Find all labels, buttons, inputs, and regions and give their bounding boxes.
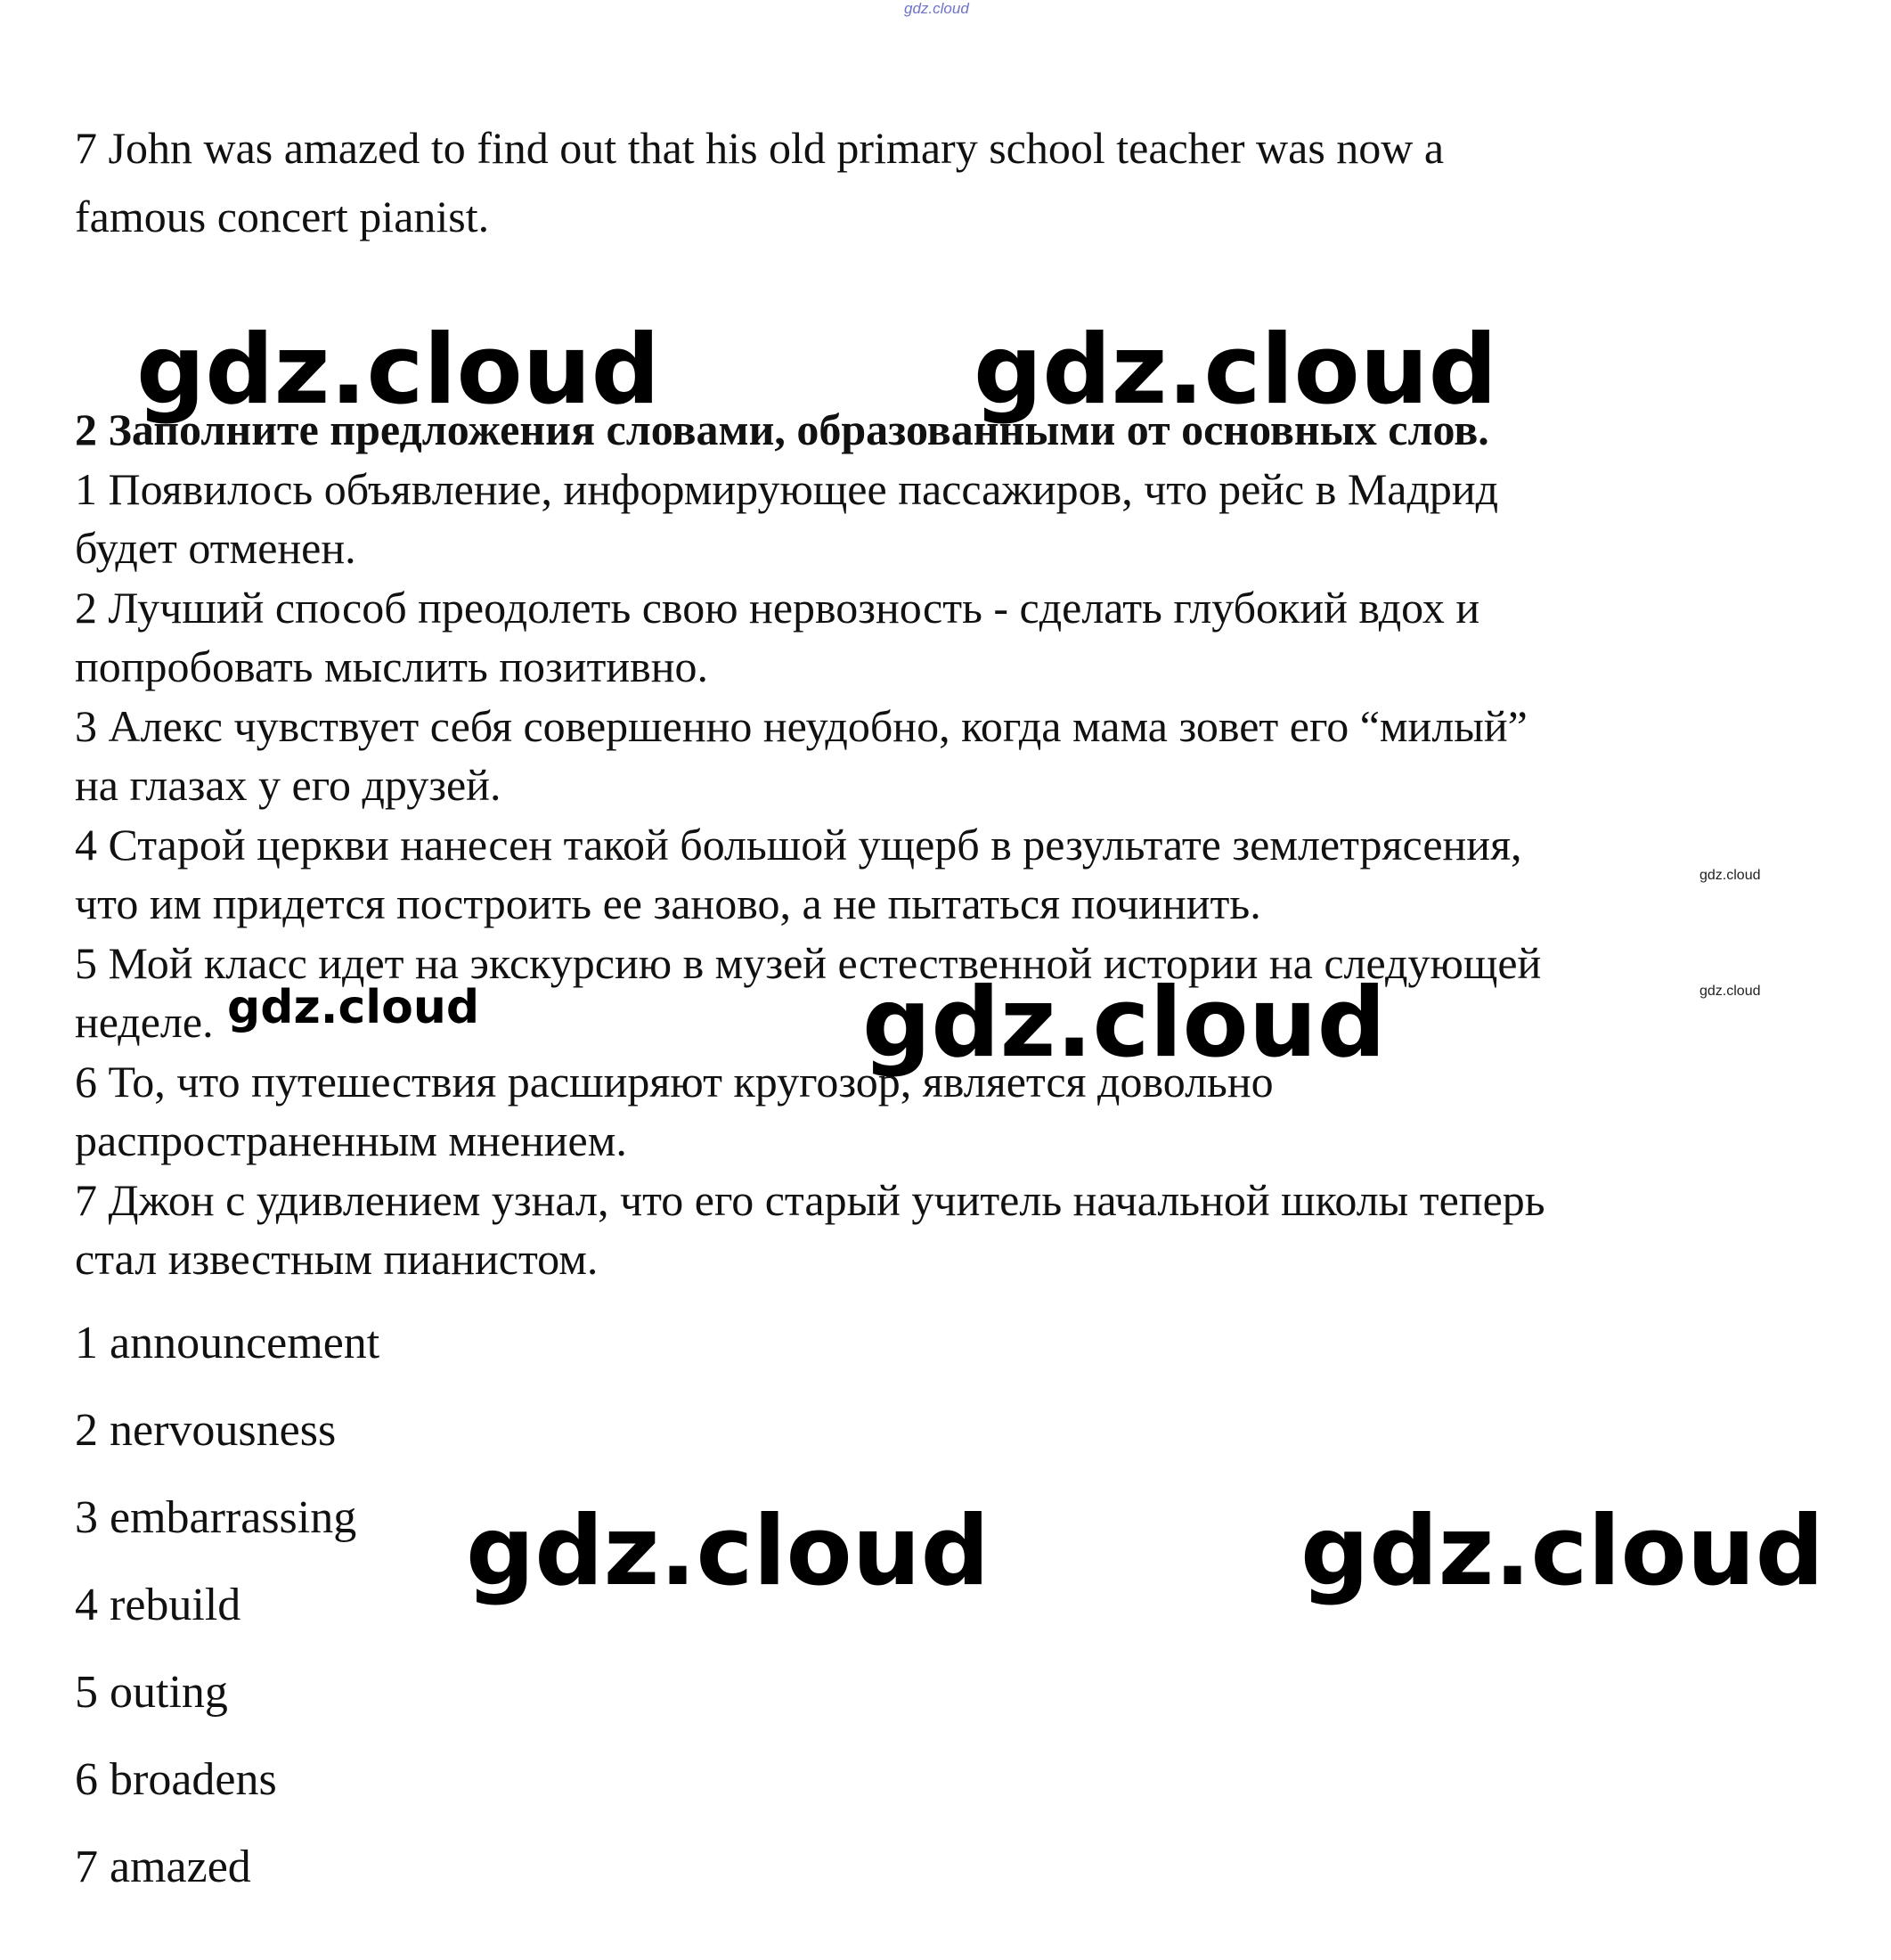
answer-item: 5 outing [75,1667,228,1718]
prev-answer-line-2: famous concert pianist. [75,192,490,241]
exercise-line: будет отменен. [75,523,356,573]
exercise-line: стал известным пианистом. [75,1234,599,1284]
exercise-line: 6 То, что путешествия расширяют кругозор, является довольно [75,1057,1274,1107]
exercise-line: 7 Джон с удивлением узнал, что его старый учитель начальной школы теперь [75,1175,1545,1225]
watermark: gdz.cloud [974,314,1497,426]
watermark: gdz.cloud [1699,984,1761,999]
exercise-line: 4 Старой церкви нанесен такой большой ущерб в результате землетрясения, [75,820,1522,870]
exercise-line: на глазах у его друзей. [75,760,501,810]
watermark: gdz.cloud [1300,1496,1824,1607]
exercise-line: неделе. [75,997,214,1047]
watermark: gdz.cloud [136,314,660,426]
answer-item: 6 broadens [75,1754,277,1805]
watermark: gdz.cloud [1699,868,1761,883]
exercise-line: что им придется построить ее заново, а не пытаться починить. [75,878,1261,928]
watermark: gdz.cloud [227,981,480,1034]
exercise-line: распространенным мнением. [75,1115,627,1165]
answer-item: 2 nervousness [75,1405,337,1456]
exercise-heading: 2 Заполните предложения словами, образованными от основных слов. [75,404,1489,454]
exercise-line: попробовать мыслить позитивно. [75,641,708,691]
exercise-line: 1 Появилось объявление, информирующее пассажиров, что рейс в Мадрид [75,464,1499,514]
exercise-line: 5 Мой класс идет на экскурсию в музей естественной истории на следующей [75,938,1542,988]
exercise-line: 3 Алекс чувствует себя совершенно неудобно, когда мама зовет его “милый” [75,701,1528,751]
watermark: gdz.cloud [466,1496,990,1607]
answer-item: 1 announcement [75,1318,380,1368]
prev-answer-line-1: 7 John was amazed to find out that his old primary school teacher was now a [75,123,1445,173]
answer-item: 7 amazed [75,1842,251,1892]
exercise-line: 2 Лучший способ преодолеть свою нервозность - сделать глубокий вдох и [75,583,1480,633]
watermark: gdz.cloud [862,968,1386,1079]
answer-item: 4 rebuild [75,1580,241,1630]
header-watermark: gdz.cloud [904,0,969,17]
answer-item: 3 embarrassing [75,1492,357,1543]
